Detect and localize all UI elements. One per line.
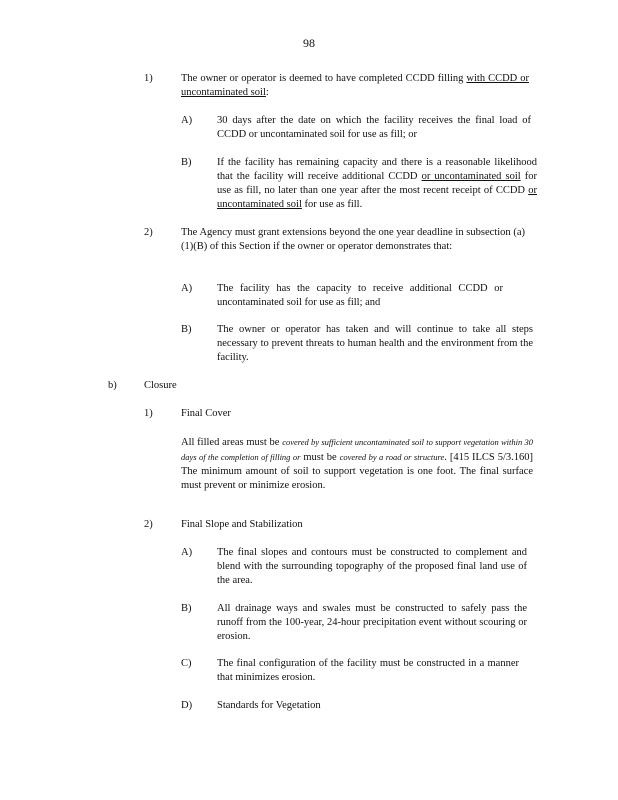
paragraph-a1A: 30 days after the date on which the facility receives the final load of CCDD or uncontaminated soil for use as fill; or xyxy=(217,115,531,140)
item-label-a2: 2) xyxy=(144,227,153,238)
item-label-a1A: A) xyxy=(181,115,193,126)
paragraph-a1B: If the facility has remaining capacity and there is a reasonable likelihood that the facility will receive additional CCDD or uncontaminated soil for use as fill, no later than one year after the most recent receipt of CCDD or uncontaminated soil for use as fill. xyxy=(217,157,537,210)
heading-final-slope: Final Slope and Stabilization xyxy=(181,519,303,530)
item-label-b2D: D) xyxy=(181,700,193,711)
heading-final-cover: Final Cover xyxy=(181,408,231,419)
paragraph-a2B: The owner or operator has taken and will continue to take all steps necessary to prevent threats to human health and the environment from the facility. xyxy=(217,324,533,363)
paragraph-b2A: The final slopes and contours must be constructed to complement and blend with the surrounding topography of the proposed final land use of the area. xyxy=(217,547,527,586)
paragraph-a2A: The facility has the capacity to receive additional CCDD or uncontaminated soil for use as fill; and xyxy=(217,283,503,308)
heading-standards-for-vegetation: Standards for Vegetation xyxy=(217,700,321,711)
item-label-a2B: B) xyxy=(181,324,192,335)
heading-closure: Closure xyxy=(144,380,177,391)
item-label-b2A: A) xyxy=(181,547,193,558)
item-label-a2A: A) xyxy=(181,283,193,294)
item-label-b2C: C) xyxy=(181,658,192,669)
item-label-a1B: B) xyxy=(181,157,192,168)
item-label-b2: 2) xyxy=(144,519,153,530)
page-number: 98 xyxy=(303,36,315,50)
paragraph-b2B: All drainage ways and swales must be constructed to safely pass the runoff from the 100-year, 24-hour precipitation event without scouring or erosion. xyxy=(217,603,527,642)
paragraph-a1: The owner or operator is deemed to have completed CCDD filling with CCDD or uncontaminated soil: xyxy=(181,73,529,98)
item-label-a1: 1) xyxy=(144,73,153,84)
item-label-b: b) xyxy=(108,380,117,391)
item-label-b2B: B) xyxy=(181,603,192,614)
paragraph-b1: All filled areas must be covered by sufficient uncontaminated soil to support vegetation within 30 days of the completion of filling or must be covered by a road or structure. [415 ILCS 5/3.160] The minimum amount of soil to support vegetation is one foot. The final surface must prevent or minimize erosion. xyxy=(181,437,534,491)
item-label-b1: 1) xyxy=(144,408,153,419)
paragraph-a2: The Agency must grant extensions beyond the one year deadline in subsection (a)(1)(B) of this Section if the owner or operator demonstrates that: xyxy=(181,227,525,252)
paragraph-b2C: The final configuration of the facility must be constructed in a manner that minimizes erosion. xyxy=(217,658,519,683)
